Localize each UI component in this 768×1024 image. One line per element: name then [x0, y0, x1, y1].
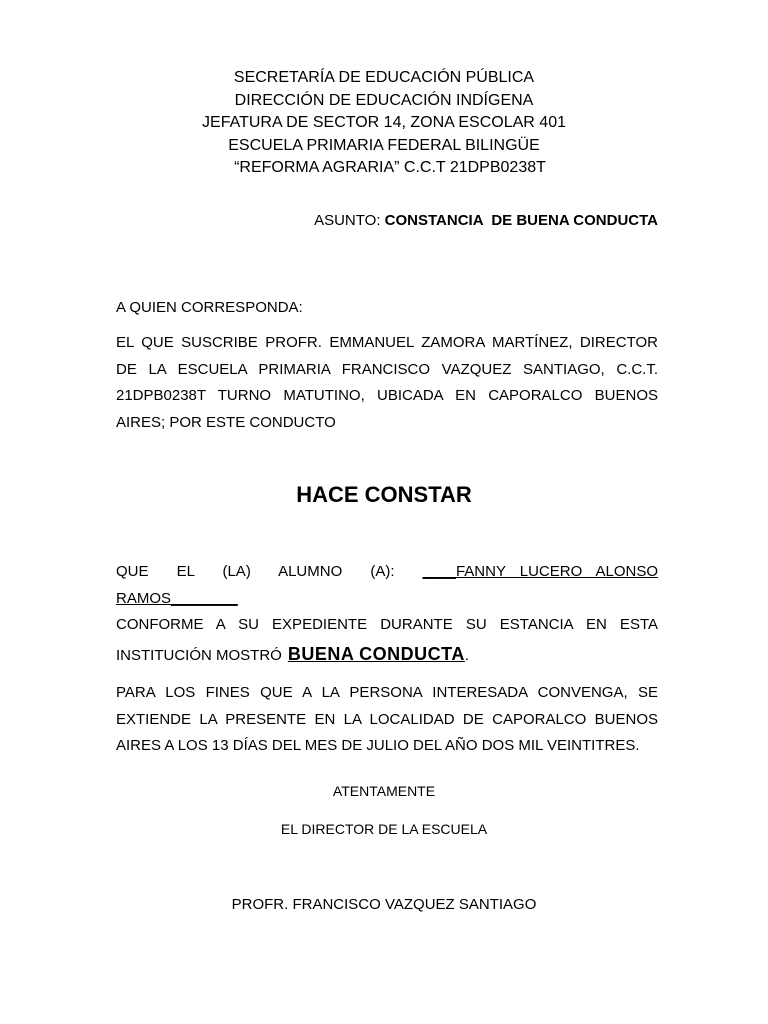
student-name: ____FANNY LUCERO ALONSO RAMOS________ [116, 563, 658, 607]
conduct-suffix: . [464, 646, 469, 664]
letterhead-line-cct: “REFORMA AGRARIA” C.C.T 21DPB0238T [234, 159, 546, 176]
letterhead-line-escuela: ESCUELA PRIMARIA FEDERAL BILINGÜE [228, 136, 540, 154]
letterhead-line-secretaria: SECRETARÍA DE EDUCACIÓN PÚBLICA [233, 69, 535, 86]
student-line-3 [116, 641, 658, 670]
subject-value: CONSTANCIA DE BUENA CONDUCTA [384, 212, 658, 229]
letterhead-line-direccion: DIRECCIÓN DE EDUCACIÓN INDÍGENA [234, 91, 534, 109]
conduct-prefix: INSTITUCIÓN MOSTRÓ [116, 646, 282, 664]
student-paragraph [116, 559, 658, 669]
subject-line [314, 211, 658, 231]
heading-hace-constar: HACE CONSTAR [296, 482, 472, 507]
student-prefix: QUE EL (LA) ALUMNO (A): [116, 563, 423, 580]
closing-paragraph: PARA LOS FINES QUE A LA PERSONA INTERESADA CONVENGA, SE EXTIENDE LA PRESENTE EN LA LOCALIDAD DE CAPORALCO BUENOS AIRES A LOS 13 DÍAS DEL MES DE JULIO DEL AÑO DOS MIL VEINTITRES. [116, 684, 658, 754]
signer-role: EL DIRECTOR DE LA ESCUELA [280, 821, 488, 837]
student-line-2: CONFORME A SU EXPEDIENTE DURANTE SU ESTANCIA EN ESTA [116, 616, 658, 633]
letterhead [0, 67, 768, 180]
conduct-value: BUENA CONDUCTA [287, 643, 465, 664]
signer-name: PROFR. FRANCISCO VAZQUEZ SANTIAGO [231, 896, 537, 913]
student-line-1 [116, 559, 658, 612]
subject-label: ASUNTO: [314, 212, 385, 229]
salutation: A QUIEN CORRESPONDA: [116, 299, 303, 316]
intro-paragraph: EL QUE SUSCRIBE PROFR. EMMANUEL ZAMORA MARTÍNEZ, DIRECTOR DE LA ESCUELA PRIMARIA FRANCISCO VAZQUEZ SANTIAGO, C.C.T. 21DPB0238T TURNO MATUTINO, UBICADA EN CAPORALCO BUENOS AIRES; POR ESTE CONDUCTO [116, 334, 658, 431]
letterhead-line-jefatura: JEFATURA DE SECTOR 14, ZONA ESCOLAR 401 [202, 114, 566, 131]
atentamente: ATENTAMENTE [332, 783, 436, 799]
